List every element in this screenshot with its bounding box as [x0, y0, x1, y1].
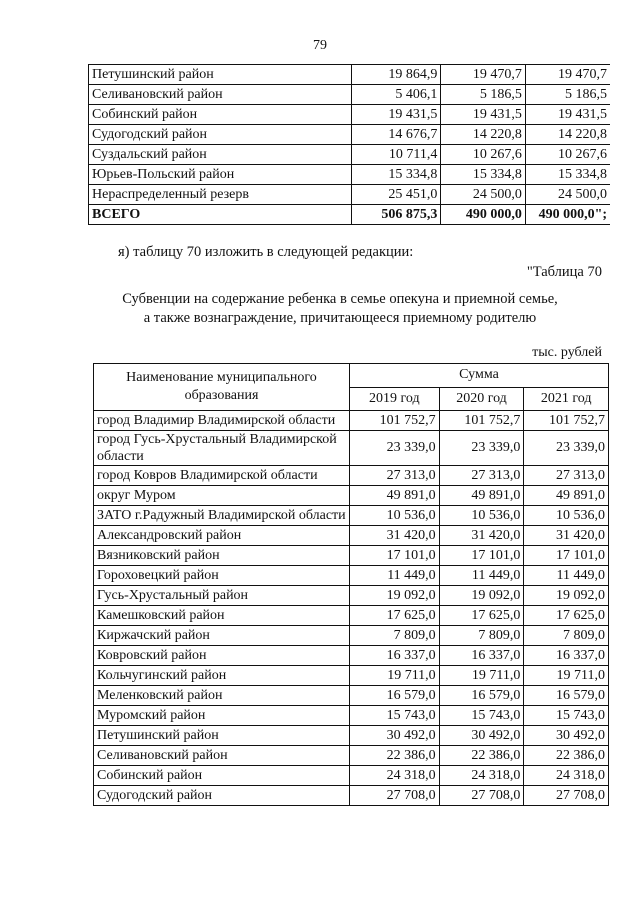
total-value-2: 490 000,0: [441, 205, 526, 225]
municipality-name: Кольчугинский район: [94, 666, 350, 686]
table-row: [94, 546, 609, 566]
value-col-3: 15 334,8: [525, 165, 610, 185]
municipality-name: Камешковский район: [94, 606, 350, 626]
value-2020: 24 318,0: [439, 766, 524, 786]
municipality-name: Ковровский район: [94, 646, 350, 666]
header-sum: Сумма: [349, 364, 608, 388]
caption-line-2: а также вознаграждение, причитающееся приемному родителю: [143, 310, 537, 326]
value-2021: 49 891,0: [524, 486, 609, 506]
value-2019: 15 743,0: [349, 706, 439, 726]
value-2019: 16 337,0: [349, 646, 439, 666]
value-2021: 7 809,0: [524, 626, 609, 646]
value-col-1: 25 451,0: [351, 185, 441, 205]
budget-table-top: [88, 64, 610, 225]
municipality-name: Меленковский район: [94, 686, 350, 706]
header-year-2020: 2020 год: [439, 387, 524, 411]
page-number: 79: [313, 38, 327, 53]
value-2020: 7 809,0: [439, 626, 524, 646]
table-row: [89, 165, 611, 185]
municipality-name: Вязниковский район: [94, 546, 350, 566]
value-2019: 19 711,0: [349, 666, 439, 686]
value-2021: 101 752,7: [524, 411, 609, 431]
table-row: [89, 65, 611, 85]
value-2019: 10 536,0: [349, 506, 439, 526]
value-2021: 22 386,0: [524, 746, 609, 766]
value-2020: 27 313,0: [439, 466, 524, 486]
municipality-name: город Ковров Владимирской области: [94, 466, 350, 486]
instruction-text: я) таблицу 70 изложить в следующей редакции:: [118, 244, 414, 260]
table-row: [89, 185, 611, 205]
value-2020: 16 579,0: [439, 686, 524, 706]
value-col-1: 14 676,7: [351, 125, 441, 145]
table-row: [89, 125, 611, 145]
header-municipality: Наименование муниципального образования: [94, 364, 350, 411]
value-col-3: 24 500,0: [525, 185, 610, 205]
value-col-2: 15 334,8: [441, 165, 526, 185]
total-label: ВСЕГО: [89, 205, 352, 225]
caption-line-1: Субвенции на содержание ребенка в семье опекуна и приемной семье,: [122, 291, 558, 307]
table-row: [89, 85, 611, 105]
municipality-name: округ Муром: [94, 486, 350, 506]
municipality-name: город Гусь-Хрустальный Владимирской области: [94, 431, 350, 466]
value-col-2: 24 500,0: [441, 185, 526, 205]
district-name: Юрьев-Польский район: [89, 165, 352, 185]
table-row: [94, 431, 609, 466]
value-col-2: 19 431,5: [441, 105, 526, 125]
value-col-3: 14 220,8: [525, 125, 610, 145]
municipality-name: Гороховецкий район: [94, 566, 350, 586]
district-name: Нераспределенный резерв: [89, 185, 352, 205]
municipality-name: Петушинский район: [94, 726, 350, 746]
value-2019: 17 101,0: [349, 546, 439, 566]
value-col-2: 14 220,8: [441, 125, 526, 145]
table-row: [94, 506, 609, 526]
value-2021: 27 313,0: [524, 466, 609, 486]
subvention-table: [93, 363, 609, 806]
table-row: [94, 666, 609, 686]
value-2021: 17 101,0: [524, 546, 609, 566]
table-row: [94, 411, 609, 431]
municipality-name: ЗАТО г.Радужный Владимирской области: [94, 506, 350, 526]
municipality-name: город Владимир Владимирской области: [94, 411, 350, 431]
municipality-name: Собинский район: [94, 766, 350, 786]
municipality-name: Александровский район: [94, 526, 350, 546]
district-name: Суздальский район: [89, 145, 352, 165]
district-name: Селивановский район: [89, 85, 352, 105]
total-value-3: 490 000,0";: [525, 205, 610, 225]
table-row: [94, 746, 609, 766]
district-name: Собинский район: [89, 105, 352, 125]
value-2020: 30 492,0: [439, 726, 524, 746]
value-2019: 19 092,0: [349, 586, 439, 606]
total-row: [89, 205, 611, 225]
district-name: Петушинский район: [89, 65, 352, 85]
value-2021: 27 708,0: [524, 786, 609, 806]
district-name: Судогодский район: [89, 125, 352, 145]
value-2019: 16 579,0: [349, 686, 439, 706]
value-2019: 24 318,0: [349, 766, 439, 786]
table-row: [94, 766, 609, 786]
table-row: [89, 105, 611, 125]
value-2021: 11 449,0: [524, 566, 609, 586]
table-row: [94, 726, 609, 746]
value-2019: 23 339,0: [349, 431, 439, 466]
value-2021: 19 711,0: [524, 666, 609, 686]
value-2021: 24 318,0: [524, 766, 609, 786]
table-row: [94, 606, 609, 626]
table-row: [94, 646, 609, 666]
value-2021: 10 536,0: [524, 506, 609, 526]
table-row: [94, 526, 609, 546]
value-col-3: 19 431,5: [525, 105, 610, 125]
value-2020: 101 752,7: [439, 411, 524, 431]
municipality-name: Судогодский район: [94, 786, 350, 806]
table-caption: [60, 290, 620, 328]
table-row: [89, 145, 611, 165]
value-col-1: 10 711,4: [351, 145, 441, 165]
value-2020: 10 536,0: [439, 506, 524, 526]
value-2021: 15 743,0: [524, 706, 609, 726]
value-col-1: 19 431,5: [351, 105, 441, 125]
value-2019: 27 313,0: [349, 466, 439, 486]
value-2021: 30 492,0: [524, 726, 609, 746]
value-2021: 31 420,0: [524, 526, 609, 546]
value-2020: 31 420,0: [439, 526, 524, 546]
value-2019: 7 809,0: [349, 626, 439, 646]
table-row: [94, 486, 609, 506]
value-col-3: 19 470,7: [525, 65, 610, 85]
value-2020: 16 337,0: [439, 646, 524, 666]
municipality-name: Селивановский район: [94, 746, 350, 766]
table-row: [94, 626, 609, 646]
value-2021: 16 337,0: [524, 646, 609, 666]
value-2020: 49 891,0: [439, 486, 524, 506]
table-row: [94, 686, 609, 706]
value-col-1: 5 406,1: [351, 85, 441, 105]
value-2019: 11 449,0: [349, 566, 439, 586]
value-col-3: 10 267,6: [525, 145, 610, 165]
units-label: тыс. рублей: [532, 345, 602, 360]
value-2019: 17 625,0: [349, 606, 439, 626]
value-2020: 22 386,0: [439, 746, 524, 766]
value-2020: 19 092,0: [439, 586, 524, 606]
total-value-1: 506 875,3: [351, 205, 441, 225]
table-row: [94, 586, 609, 606]
value-2021: 17 625,0: [524, 606, 609, 626]
value-2020: 15 743,0: [439, 706, 524, 726]
value-col-2: 10 267,6: [441, 145, 526, 165]
value-2020: 17 101,0: [439, 546, 524, 566]
table-row: [94, 466, 609, 486]
value-2020: 19 711,0: [439, 666, 524, 686]
value-2021: 23 339,0: [524, 431, 609, 466]
municipality-name: Муромский район: [94, 706, 350, 726]
value-2019: 30 492,0: [349, 726, 439, 746]
table-row: [94, 706, 609, 726]
value-2020: 11 449,0: [439, 566, 524, 586]
table-row: [94, 566, 609, 586]
header-year-2019: 2019 год: [349, 387, 439, 411]
municipality-name: Гусь-Хрустальный район: [94, 586, 350, 606]
table-row: [94, 786, 609, 806]
table-reference: "Таблица 70: [526, 264, 602, 280]
value-2019: 101 752,7: [349, 411, 439, 431]
value-2019: 31 420,0: [349, 526, 439, 546]
value-2021: 16 579,0: [524, 686, 609, 706]
value-2019: 49 891,0: [349, 486, 439, 506]
header-year-2021: 2021 год: [524, 387, 609, 411]
value-2020: 23 339,0: [439, 431, 524, 466]
municipality-name: Киржачский район: [94, 626, 350, 646]
value-2020: 27 708,0: [439, 786, 524, 806]
value-2019: 22 386,0: [349, 746, 439, 766]
value-col-2: 5 186,5: [441, 85, 526, 105]
value-2021: 19 092,0: [524, 586, 609, 606]
value-col-3: 5 186,5: [525, 85, 610, 105]
value-2020: 17 625,0: [439, 606, 524, 626]
value-col-1: 15 334,8: [351, 165, 441, 185]
value-col-1: 19 864,9: [351, 65, 441, 85]
value-col-2: 19 470,7: [441, 65, 526, 85]
value-2019: 27 708,0: [349, 786, 439, 806]
